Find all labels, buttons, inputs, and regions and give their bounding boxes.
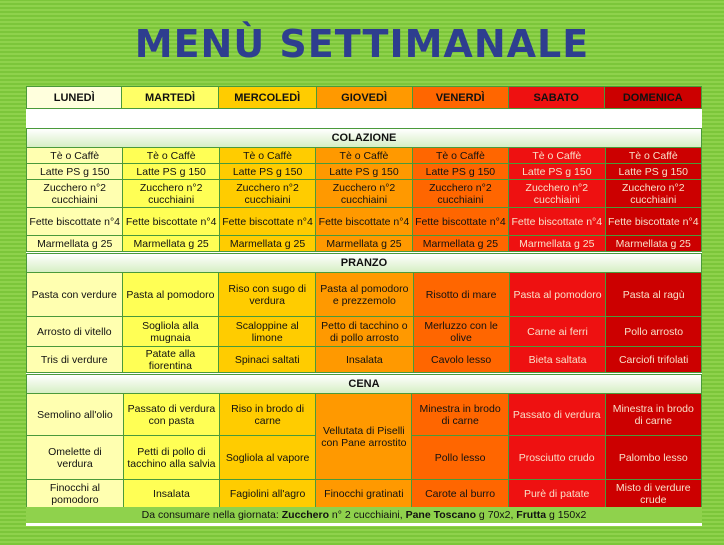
cena-cell: Insalata	[123, 480, 219, 508]
colazione-cell: Marmellata g 25	[605, 236, 701, 252]
footer-prefix: Da consumare nella giornata:	[141, 509, 282, 521]
section-colazione: COLAZIONE	[26, 128, 702, 148]
colazione-cell: Tè o Caffè	[123, 148, 219, 164]
day-header-friday: VENERDÌ	[412, 87, 508, 109]
pranzo-cell: Pasta al ragù	[606, 273, 702, 317]
colazione-cell: Fette biscottate n°4	[412, 208, 508, 236]
pranzo-table	[26, 272, 702, 373]
colazione-table	[26, 147, 702, 252]
cena-cell: Semolino all'olio	[27, 394, 124, 436]
day-header-tuesday: MARTEDÌ	[122, 87, 218, 109]
cena-cell: Fagiolini all'agro	[220, 480, 316, 508]
table-row	[27, 394, 702, 436]
colazione-cell: Latte PS g 150	[412, 164, 508, 180]
pranzo-cell: Petto di tacchino o di pollo arrosto	[316, 317, 413, 347]
colazione-cell: Latte PS g 150	[123, 164, 219, 180]
cena-cell: Sogliola al vapore	[220, 436, 316, 480]
cena-cell: Purè di patate	[508, 480, 605, 508]
colazione-cell: Latte PS g 150	[27, 164, 123, 180]
colazione-cell: Latte PS g 150	[219, 164, 315, 180]
cena-table	[26, 393, 702, 508]
table-row	[27, 180, 702, 208]
pranzo-cell: Pasta al pomodoro	[509, 273, 606, 317]
daily-consumption-note	[26, 507, 702, 523]
pranzo-cell: Pasta con verdure	[27, 273, 123, 317]
pranzo-cell: Pasta al pomodoro e prezzemolo	[316, 273, 413, 317]
colazione-cell: Fette biscottate n°4	[27, 208, 123, 236]
pranzo-cell: Pasta al pomodoro	[122, 273, 219, 317]
colazione-cell: Zucchero n°2 cucchiaini	[219, 180, 315, 208]
pranzo-cell: Merluzzo con le olive	[413, 317, 509, 347]
cena-cell: Passato di verdura con pasta	[123, 394, 219, 436]
pranzo-cell: Risotto di mare	[413, 273, 509, 317]
cena-cell: Minestra in brodo di carne	[412, 394, 508, 436]
colazione-cell: Fette biscottate n°4	[123, 208, 219, 236]
colazione-cell: Marmellata g 25	[219, 236, 315, 252]
cena-cell: Finocchi al pomodoro	[27, 480, 124, 508]
footer-item-sugar: Zucchero	[281, 509, 330, 521]
section-cena: CENA	[26, 374, 702, 394]
colazione-cell: Fette biscottate n°4	[219, 208, 315, 236]
colazione-cell: Tè o Caffè	[412, 148, 508, 164]
weekly-menu-grid	[26, 86, 702, 526]
footer-item-sugar-qty: n° 2 cucchiaini,	[329, 509, 406, 521]
pranzo-cell: Carne ai ferri	[509, 317, 606, 347]
table-row	[27, 208, 702, 236]
colazione-cell: Tè o Caffè	[219, 148, 315, 164]
pranzo-cell: Carciofi trifolati	[606, 347, 702, 373]
cena-cell: Carote al burro	[412, 480, 508, 508]
pranzo-cell: Insalata	[316, 347, 413, 373]
table-row	[27, 236, 702, 252]
colazione-cell: Zucchero n°2 cucchiaini	[316, 180, 412, 208]
pranzo-cell: Bieta saltata	[509, 347, 606, 373]
cena-cell: Minestra in brodo di carne	[605, 394, 701, 436]
cena-cell: Passato di verdura	[508, 394, 605, 436]
cena-cell: Petti di pollo di tacchino alla salvia	[123, 436, 219, 480]
colazione-cell: Latte PS g 150	[605, 164, 701, 180]
colazione-cell: Tè o Caffè	[27, 148, 123, 164]
pranzo-cell: Pollo arrosto	[606, 317, 702, 347]
pranzo-cell: Patate alla fiorentina	[122, 347, 219, 373]
day-header-thursday: GIOVEDÌ	[316, 87, 412, 109]
colazione-cell: Marmellata g 25	[27, 236, 123, 252]
cena-cell: Vellutata di Piselli con Pane arrostito	[316, 394, 412, 480]
colazione-cell: Latte PS g 150	[509, 164, 605, 180]
table-row	[27, 273, 702, 317]
day-header-table	[26, 86, 702, 109]
pranzo-cell: Riso con sugo di verdura	[219, 273, 316, 317]
colazione-cell: Fette biscottate n°4	[605, 208, 701, 236]
colazione-cell: Marmellata g 25	[123, 236, 219, 252]
table-row	[27, 347, 702, 373]
table-row	[27, 480, 702, 508]
cena-cell: Pollo lesso	[412, 436, 508, 480]
pranzo-cell: Scaloppine al limone	[219, 317, 316, 347]
pranzo-cell: Sogliola alla mugnaia	[122, 317, 219, 347]
footer-item-fruit: Frutta	[516, 509, 547, 521]
colazione-cell: Latte PS g 150	[316, 164, 412, 180]
colazione-cell: Tè o Caffè	[605, 148, 701, 164]
cena-cell: Palombo lesso	[605, 436, 701, 480]
colazione-cell: Zucchero n°2 cucchiaini	[509, 180, 605, 208]
colazione-cell: Fette biscottate n°4	[509, 208, 605, 236]
table-row	[27, 164, 702, 180]
day-header-sunday: DOMENICA	[604, 87, 701, 109]
colazione-cell: Marmellata g 25	[509, 236, 605, 252]
day-header-saturday: SABATO	[508, 87, 604, 109]
colazione-cell: Tè o Caffè	[316, 148, 412, 164]
pranzo-cell: Cavolo lesso	[413, 347, 509, 373]
pranzo-cell: Arrosto di vitello	[27, 317, 123, 347]
cena-cell: Riso in brodo di carne	[220, 394, 316, 436]
table-row	[27, 317, 702, 347]
day-header-wednesday: MERCOLEDÌ	[218, 87, 316, 109]
colazione-cell: Marmellata g 25	[316, 236, 412, 252]
colazione-cell: Tè o Caffè	[509, 148, 605, 164]
colazione-cell: Zucchero n°2 cucchiaini	[123, 180, 219, 208]
cena-cell: Misto di verdure crude	[605, 480, 701, 508]
footer-item-bread-qty: g 70x2,	[476, 509, 517, 521]
day-header-monday: LUNEDÌ	[27, 87, 122, 109]
cena-cell: Prosciutto crudo	[508, 436, 605, 480]
pranzo-cell: Spinaci saltati	[219, 347, 316, 373]
footer-item-bread: Pane Toscano	[405, 509, 477, 521]
footer-item-fruit-qty: g 150x2	[546, 509, 587, 521]
colazione-cell: Fette biscottate n°4	[316, 208, 412, 236]
cena-cell: Finocchi gratinati	[316, 480, 412, 508]
colazione-cell: Zucchero n°2 cucchiaini	[605, 180, 701, 208]
page-title: MENÙ SETTIMANALE	[134, 22, 590, 66]
colazione-cell: Zucchero n°2 cucchiaini	[412, 180, 508, 208]
table-row	[27, 148, 702, 164]
cena-cell: Omelette di verdura	[27, 436, 124, 480]
colazione-cell: Marmellata g 25	[412, 236, 508, 252]
section-pranzo: PRANZO	[26, 253, 702, 273]
pranzo-cell: Tris di verdure	[27, 347, 123, 373]
colazione-cell: Zucchero n°2 cucchiaini	[27, 180, 123, 208]
